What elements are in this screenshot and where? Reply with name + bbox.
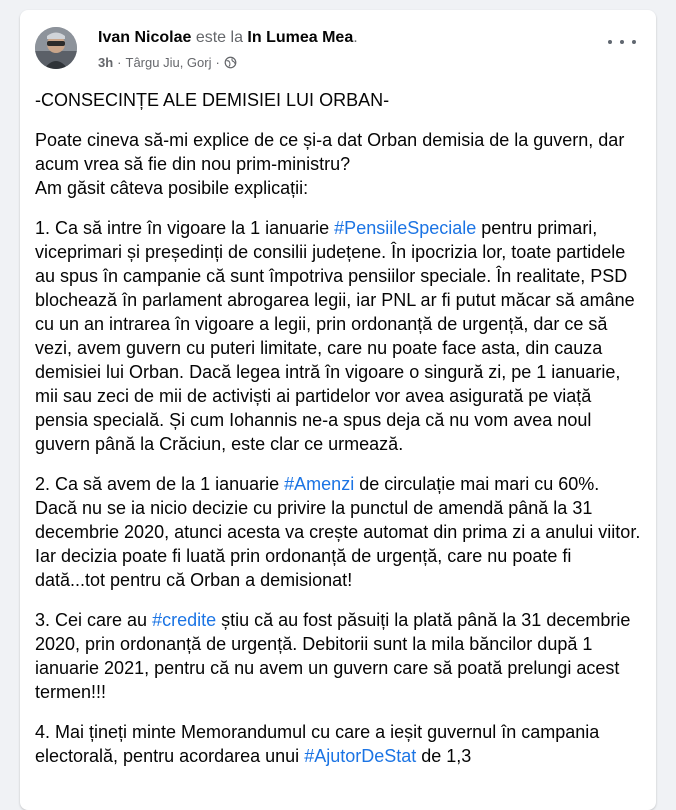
paragraph-4-start: 4. Mai țineți minte Memorandumul cu care a ieșit guvernul în campania electorală, pentru acordarea unui bbox=[35, 722, 600, 766]
intro-line: Am găsit câteva posibile explicații: bbox=[35, 178, 309, 198]
paragraph-1-start: 1. Ca să intre în vigoare la 1 ianuarie bbox=[35, 218, 335, 238]
hashtag-link[interactable]: #Amenzi bbox=[284, 474, 355, 494]
place-link[interactable]: In Lumea Mea bbox=[247, 29, 354, 46]
intro-question: Poate cineva să-mi explice de ce și-a dat Orban demisia de la guvern, dar acum vrea să fie din nou prim-ministru? bbox=[35, 130, 625, 174]
hashtag-link[interactable]: #credite bbox=[152, 610, 217, 630]
post-body bbox=[35, 88, 645, 784]
more-dot bbox=[608, 40, 612, 44]
post-header bbox=[20, 10, 656, 74]
meta-separator-2: · bbox=[215, 55, 220, 70]
paragraph-2-start: 2. Ca să avem de la 1 ianuarie bbox=[35, 474, 285, 494]
paragraph-3-rest: știu că au fost păsuiți la plată până la 31 decembrie 2020, prin ordonanță de urgență. Debitorii sunt la mila băncilor după 1 ianuarie 2021, pentru că nu avem un guvern care să poată prelungi acest termen!!! bbox=[35, 610, 631, 702]
author-connector: este la bbox=[191, 29, 248, 46]
paragraph-3-start: 3. Cei care au bbox=[35, 610, 153, 630]
more-options-icon[interactable] bbox=[608, 32, 636, 52]
more-dot bbox=[620, 40, 624, 44]
hashtag-link[interactable]: #AjutorDeStat bbox=[304, 746, 417, 766]
post-card bbox=[20, 10, 656, 810]
author-line bbox=[98, 29, 358, 47]
globe-icon[interactable] bbox=[224, 56, 237, 69]
paragraph-2 bbox=[35, 472, 645, 592]
avatar-image bbox=[35, 27, 77, 69]
post-title: -CONSECINȚE ALE DEMISIEI LUI ORBAN- bbox=[35, 90, 390, 110]
post-meta bbox=[98, 55, 237, 70]
paragraph-4-rest: de 1,3 bbox=[416, 746, 472, 766]
author-name[interactable]: Ivan Nicolae bbox=[98, 29, 192, 46]
place-suffix: . bbox=[353, 29, 358, 46]
avatar[interactable] bbox=[35, 27, 77, 69]
hashtag-link[interactable]: #PensiileSpeciale bbox=[334, 218, 477, 238]
more-dot bbox=[632, 40, 636, 44]
meta-separator: · bbox=[117, 55, 122, 70]
paragraph-3 bbox=[35, 608, 645, 704]
paragraph-2-rest: de circulație mai mari cu 60%. Dacă nu se ia nicio decizie cu privire la punctul de amendă până la 31 decembrie 2020, atunci acesta va crește automat din prima zi a anului viitor. Iar decizia poate fi luată prin ordonanță de urgență, care nu poate fi dată...tot pentru că Orban a demisionat! bbox=[35, 474, 641, 590]
post-location[interactable]: Târgu Jiu, Gorj bbox=[125, 55, 212, 70]
paragraph-1 bbox=[35, 216, 645, 456]
paragraph-1-rest: pentru primari, viceprimari și președinți de consilii județene. În ipocrizia lor, toate partidele au spus în campanie că sunt împotriva pensiilor speciale. În realitate, PSD blochează în parlament abrogarea legii, iar PNL ar fi putut măcar să amâne cu un an intrarea în vigoare a legii, prin ordonanță de urgență, dar ce să vezi, avem guvern cu puteri limitate, care nu poate face asta, din cauza demisiei lui Orban. Dacă legea intră în vigoare o singură zi, pe 1 ianuarie, mii sau zeci de mii de activiști ai partidelor vor avea asigurată pe viață pensia specială. Și cum Iohannis ne-a spus deja că nu vom avea noul guvern până la Crăciun, este clar ce urmează. bbox=[35, 218, 635, 454]
paragraph-4 bbox=[35, 720, 645, 768]
post-time[interactable]: 3h bbox=[98, 55, 114, 70]
